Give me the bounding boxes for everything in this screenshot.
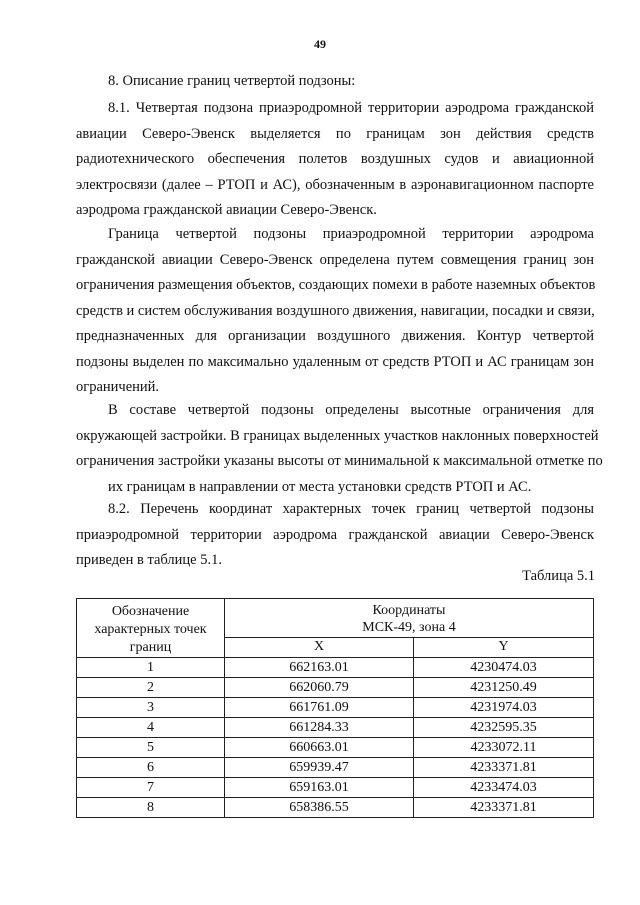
point-number: 3 (77, 698, 225, 718)
paragraph-line: их границам в направлении от места установки средств РТОП и АС. (108, 478, 532, 495)
table-row (77, 658, 594, 678)
paragraph-line: средств и систем обслуживания воздушного движения, навигации, посадки и связи, (76, 302, 595, 319)
y-value: 4232595.35 (414, 718, 594, 738)
paragraph-line: приведен в таблице 5.1. (76, 552, 222, 568)
x-header: X (225, 637, 414, 657)
paragraph-line: электросвязи (далее – РТОП и АС), обозначенным в аэронавигационном паспорте (76, 176, 594, 193)
paragraph-line: ограничения застройки указаны высоты от минимальной к максимальной отметке по (76, 453, 603, 469)
paragraph-8-2 (76, 497, 594, 574)
point-number: 8 (77, 798, 225, 818)
paragraph-line: ограничения размещения объектов, создающих помехи в работе наземных объектов (76, 277, 596, 293)
table-row (77, 718, 594, 738)
y-value: 4233474.03 (414, 778, 594, 798)
paragraph-line: окружающей застройки. В границах выделенных участков наклонных поверхностей (76, 427, 599, 444)
paragraph-line: радиотехнического обеспечения полетов воздушных судов и авиационной (76, 151, 594, 167)
point-number: 2 (77, 678, 225, 698)
coordinates-table (76, 598, 594, 818)
table-row (77, 778, 594, 798)
table-header-row (77, 599, 594, 638)
header-line: МСК-49, зона 4 (362, 620, 456, 636)
y-value: 4233072.11 (414, 738, 594, 758)
header-line: Координаты (372, 603, 446, 619)
table-row (77, 698, 594, 718)
point-number: 7 (77, 778, 225, 798)
point-designation-header (77, 599, 225, 658)
table-row (77, 678, 594, 698)
y-value: 4230474.03 (414, 658, 594, 678)
y-header: Y (414, 637, 594, 657)
paragraph-line: В составе четвертой подзоны определены высотные ограничения для (108, 402, 594, 418)
y-value: 4233371.81 (414, 798, 594, 818)
x-value: 659939.47 (225, 758, 414, 778)
paragraph-line: Граница четвертой подзоны приаэродромной территории аэродрома (108, 226, 594, 242)
paragraph-height-limits (76, 398, 603, 500)
x-value: 661284.33 (225, 718, 414, 738)
y-value: 4233371.81 (414, 758, 594, 778)
paragraph-line: аэродрома гражданской авиации Северо-Эвенск. (76, 202, 377, 218)
y-value: 4231250.49 (414, 678, 594, 698)
point-number: 1 (77, 658, 225, 678)
x-value: 659163.01 (225, 778, 414, 798)
point-number: 4 (77, 718, 225, 738)
paragraph-line: 8.1. Четвертая подзона приаэродромной территории аэродрома гражданской (108, 100, 594, 116)
point-number: 5 (77, 738, 225, 758)
page-number: 49 (314, 37, 326, 51)
paragraph-line: предназначенных для организации воздушного движения. Контур четвертой (76, 328, 594, 344)
y-value: 4231974.03 (414, 698, 594, 718)
paragraph-line: приаэродромной территории аэродрома гражданской авиации Северо-Эвенск (76, 526, 594, 543)
x-value: 661761.09 (225, 698, 414, 718)
header-line: Обозначение (111, 604, 190, 619)
paragraph-boundary (76, 222, 594, 401)
coordinates-header (225, 599, 594, 638)
table-caption: Таблица 5.1 (522, 568, 595, 584)
table-row (77, 738, 594, 758)
section-heading: 8. Описание границ четвертой подзоны: (108, 73, 356, 89)
paragraph-line: ограничений. (76, 379, 160, 395)
paragraph-8-1 (76, 96, 594, 224)
x-value: 662163.01 (225, 658, 414, 678)
x-value: 660663.01 (225, 738, 414, 758)
table-row (77, 758, 594, 778)
table-row (77, 798, 594, 818)
x-value: 662060.79 (225, 678, 414, 698)
header-line: характерных точек (94, 622, 207, 637)
header-line: границ (129, 640, 172, 655)
paragraph-line: авиации Северо-Эвенск выделяется по границам зон действия средств (76, 125, 594, 142)
paragraph-line: 8.2. Перечень координат характерных точек границ четвертой подзоны (108, 501, 594, 517)
point-number: 6 (77, 758, 225, 778)
paragraph-line: подзоны выделен по максимально удаленным от средств РТОП и АС границам зон (76, 353, 594, 370)
x-value: 658386.55 (225, 798, 414, 818)
paragraph-line: гражданской авиации Северо-Эвенск определена путем совмещения границ зон (76, 251, 594, 268)
